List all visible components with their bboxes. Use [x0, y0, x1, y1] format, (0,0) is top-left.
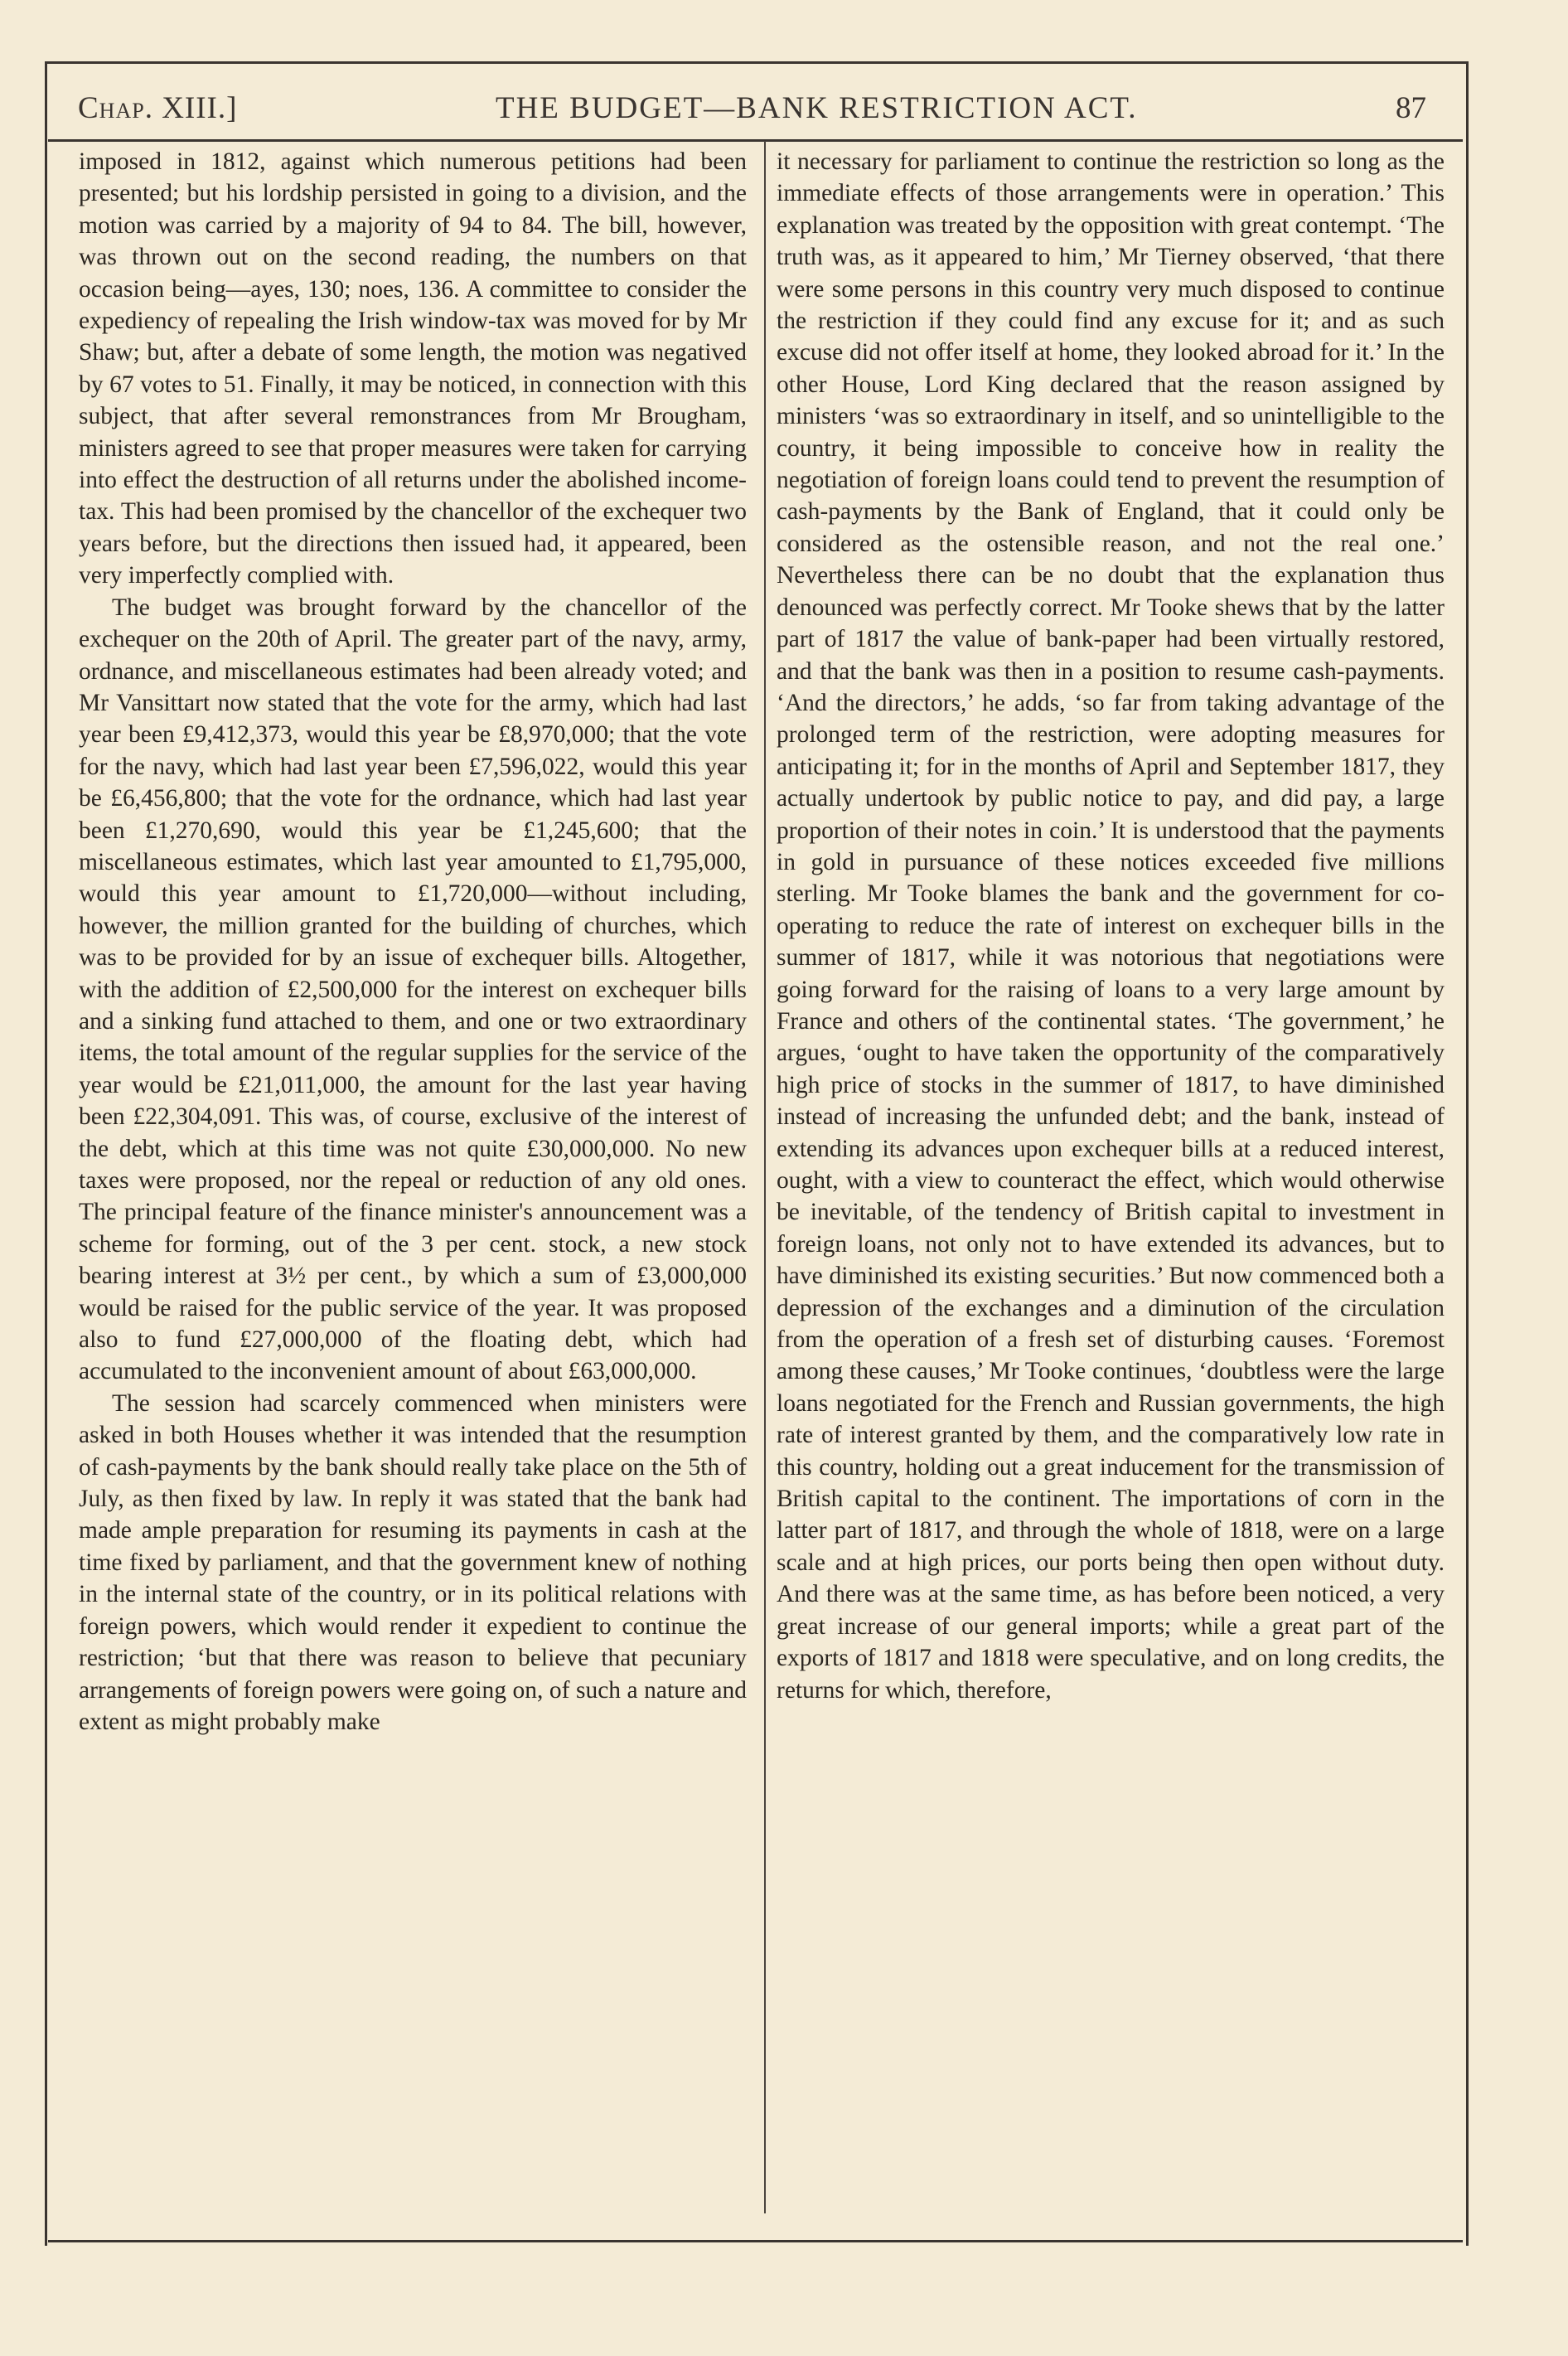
column-divider: [764, 141, 766, 2213]
running-header: [53, 83, 1458, 133]
paragraph: The session had scarcely commenced when ministers were asked in both Houses whether it was intended that the resumption of cash-payments by the bank should really take place on the 5th of July, as then fixed by law. In reply it was stated that the bank had made ample preparation for resuming its payments in cash at the time fixed by parliament, and that the government knew of nothing in the internal state of the country, or in its political relations with foreign powers, which would render it expedient to continue the restriction; ‘but that there was reason to believe that pecuniary arrangements of foreign powers were going on, of such a nature and extent as might probably make: [79, 1389, 747, 1735]
header-rule: [48, 139, 1463, 142]
paragraph: it necessary for parliament to continue the restriction so long as the immediate effects of those arrangements were in operation.’ This explanation was treated by the opposition with great contempt. ‘The truth was, as it appeared to him,’ Mr Tierney observed, ‘that there were some persons in this country very much disposed to continue the restriction if they could find any excuse for it; and as such excuse did not offer itself at home, they looked abroad for it.’ In the other House, Lord King declared that the reason assigned by ministers ‘was so extraordinary in itself, and so unintelligible to the country, it being impossible to conceive how in reality the negotiation of foreign loans could tend to prevent the resumption of cash-payments by the Bank of England, that it could only be considered as the ostensible reason, and not the real one.’ Nevertheless there can be no doubt that the explanation thus denounced was perfectly correct. Mr Tooke shews that by the latter part of 1817 the value of bank-paper had been virtually restored, and that the bank was then in a position to resume cash-payments. ‘And the directors,’ he adds, ‘so far from taking advantage of the prolonged term of the restriction, were adopting measures for anticipating it; for in the months of April and September 1817, they actually undertook by public notice to pay, and did pay, a large proportion of their notes in coin.’ It is understood that the payments in gold in pursuance of these notices exceeded five millions sterling. Mr Tooke blames the bank and the government for co-operating to reduce the rate of interest on exchequer bills in the summer of 1817, while it was notorious that negotiations were going forward for the raising of loans to a very large amount by France and others of the continental states. ‘The government,’ he argues, ‘ought to have taken the opportunity of the comparatively high price of stocks in the summer of 1817, to have diminished instead of increasing the unfunded debt; and the bank, instead of extending its advances upon exchequer bills at a reduced interest, ought, with a view to counteract the effect, which would otherwise be inevitable, of the tendency of British capital to investment in foreign loans, not only not to have extended its advances, but to have diminished its existing securities.’ But now commenced both a depression of the exchanges and a diminution of the circulation from the operation of a fresh set of disturbing causes. ‘Foremost among these causes,’ Mr Tooke continues, ‘doubtless were the large loans negotiated for the French and Russian governments, the high rate of interest granted by them, and the comparatively low rate in this country, holding out a great inducement for the transmission of British capital to the continent. The importations of corn in the latter part of 1817, and through the whole of 1818, were on a large scale and at high prices, our ports being then open without duty. And there was at the same time, as has before been noticed, a very great increase of our general imports; while a great part of the exports of 1817 and 1818 were speculative, and on long credits, the returns for which, therefore,: [777, 148, 1445, 1704]
right-column: [777, 146, 1445, 1706]
left-column: [79, 146, 747, 1738]
footer-rule: [48, 2240, 1463, 2242]
paragraph: imposed in 1812, against which numerous petitions had been presented; but his lordship persisted in going to a division, and the motion was carried by a majority of 94 to 84. The bill, however, was thrown out on the second reading, the numbers on that occasion being—ayes, 130; noes, 136. A committee to consider the expediency of repealing the Irish window-tax was moved for by Mr Shaw; but, after a debate of some length, the motion was negatived by 67 votes to 51. Finally, it may be noticed, in connection with this subject, that after several remonstrances from Mr Brougham, ministers agreed to see that proper measures were taken for carrying into effect the destruction of all returns under the abolished income-tax. This had been promised by the chancellor of the exchequer two years before, but the directions then issued had, it appeared, been very imperfectly complied with.: [79, 148, 747, 589]
page-number: 87: [1396, 90, 1426, 125]
running-title: THE BUDGET—BANK RESTRICTION ACT.: [495, 90, 1138, 125]
paragraph: The budget was brought forward by the chancellor of the exchequer on the 20th of April. The greater part of the navy, army, ordnance, and miscellaneous estimates had been already voted; and Mr Vansittart now stated that the vote for the army, which had last year been £9,412,373, would this year be £8,970,000; that the vote for the navy, which had last year been £7,596,022, would this year be £6,456,800; that the vote for the ordnance, which had last year been £1,270,690, would this year be £1,245,600; that the miscellaneous estimates, which last year amounted to £1,795,000, would this year amount to £1,720,000—without including, however, the million granted for the building of churches, which was to be provided for by an issue of exchequer bills. Altogether, with the addition of £2,500,000 for the interest on exchequer bills and a sinking fund attached to them, and one or two extraordinary items, the total amount of the regular supplies for the service of the year would be £21,011,000, the amount for the last year having been £22,304,091. This was, of course, exclusive of the interest of the debt, which at this time was not quite £30,000,000. No new taxes were proposed, nor the repeal or reduction of any old ones. The principal feature of the finance minister's announcement was a scheme for forming, out of the 3 per cent. stock, a new stock bearing interest at 3½ per cent., by which a sum of £3,000,000 would be raised for the public service of the year. It was proposed also to fund £27,000,000 of the floating debt, which had accumulated to the inconvenient amount of about £63,000,000.: [79, 594, 747, 1385]
chapter-label: Chap. XIII.]: [78, 90, 238, 125]
